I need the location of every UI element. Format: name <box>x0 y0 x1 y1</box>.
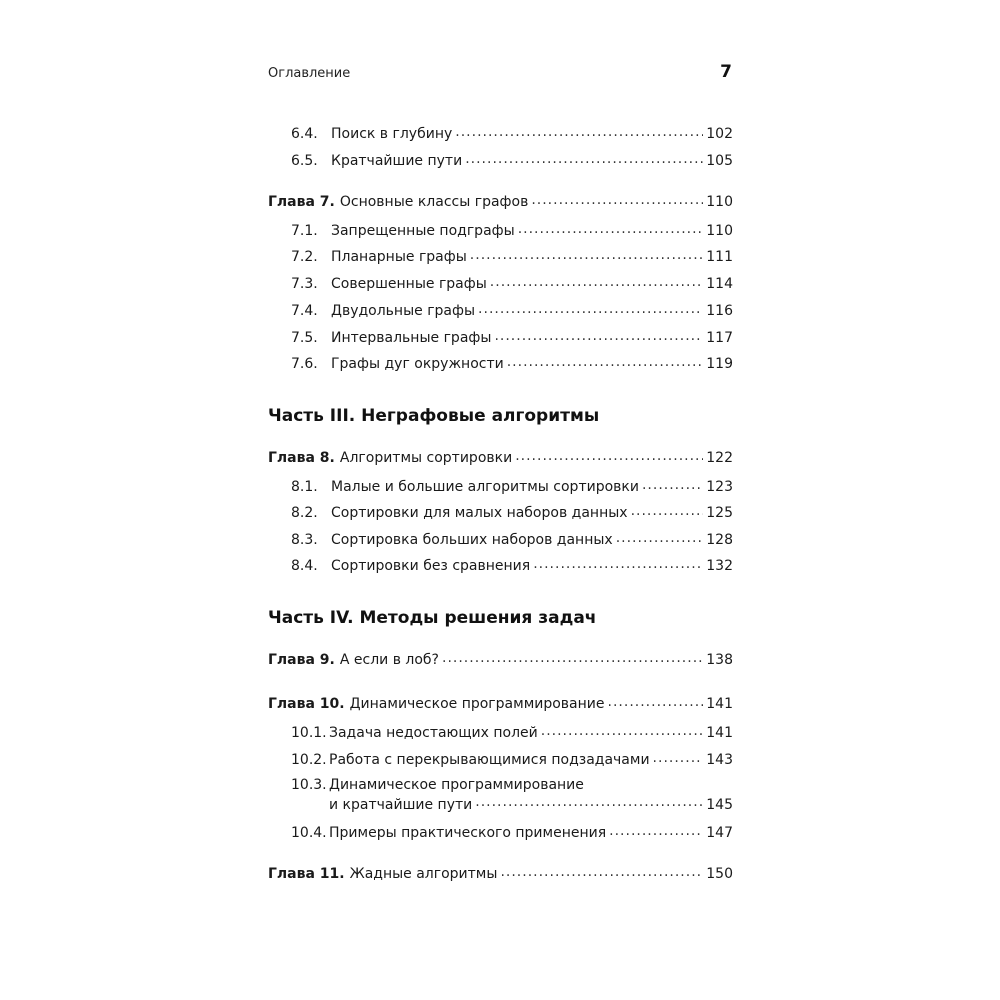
chapter-label: Глава 10. <box>268 696 345 712</box>
section-page: 128 <box>706 532 733 548</box>
dot-leader <box>518 221 704 235</box>
chapter-label: Глава 11. <box>268 866 345 882</box>
section-number: 6.5. <box>291 153 318 169</box>
section-page: 116 <box>706 303 733 319</box>
section-page: 132 <box>706 558 733 574</box>
section-page: 141 <box>706 725 733 741</box>
chapter-title: Жадные алгоритмы <box>349 866 498 882</box>
section-page: 119 <box>706 356 733 372</box>
section-title-line2: и кратчайшие пути <box>329 797 473 813</box>
section-page: 117 <box>706 330 733 346</box>
running-head: Оглавление <box>268 66 351 81</box>
toc-entry-10-1[interactable] <box>291 723 733 742</box>
chapter-page: 138 <box>706 652 733 668</box>
dot-leader <box>608 694 704 708</box>
section-number: 7.5. <box>291 330 318 346</box>
section-number: 8.3. <box>291 532 318 548</box>
chapter-page: 150 <box>706 866 733 882</box>
section-title: Сортировка больших наборов данных <box>331 532 613 548</box>
section-number: 6.4. <box>291 126 318 142</box>
toc-entry-10-3[interactable] <box>291 775 733 815</box>
section-title-line1: Динамическое программирование <box>329 777 584 793</box>
section-page: 147 <box>706 825 733 841</box>
dot-leader <box>616 530 704 544</box>
section-page: 110 <box>706 223 733 239</box>
chapter-title: Алгоритмы сортировки <box>339 450 513 466</box>
chapter-title: Динамическое программирование <box>349 696 605 712</box>
section-title: Интервальные графы <box>331 330 492 346</box>
toc-chapter-9[interactable] <box>268 650 733 669</box>
toc-entry-10-4[interactable] <box>291 823 733 842</box>
section-title: Поиск в глубину <box>331 126 453 142</box>
chapter-page: 110 <box>706 194 733 210</box>
dot-leader <box>442 650 703 664</box>
toc-chapter-8[interactable] <box>268 448 733 467</box>
chapter-label: Глава 9. <box>268 652 335 668</box>
section-number: 8.4. <box>291 558 318 574</box>
dot-leader <box>533 556 703 570</box>
section-title: Сортировки для малых наборов данных <box>331 505 628 521</box>
section-page: 143 <box>706 752 733 768</box>
part-heading-3: Часть III. Неграфовые алгоритмы <box>268 406 600 426</box>
dot-leader <box>531 192 703 206</box>
section-number: 10.4. <box>291 825 327 841</box>
toc-entry-7-3[interactable] <box>291 274 733 293</box>
toc-entry-8-3[interactable] <box>291 530 733 549</box>
dot-leader <box>475 795 703 809</box>
part-heading-4: Часть IV. Методы решения задач <box>268 608 597 628</box>
toc-entry-8-1[interactable] <box>291 477 733 496</box>
dot-leader <box>494 328 703 342</box>
section-number: 7.6. <box>291 356 318 372</box>
section-title: Планарные графы <box>331 249 467 265</box>
section-title: Графы дуг окружности <box>331 356 504 372</box>
toc-entry-7-5[interactable] <box>291 328 733 347</box>
dot-leader <box>470 247 703 261</box>
toc-entry-7-4[interactable] <box>291 301 733 320</box>
chapter-label: Глава 7. <box>268 194 335 210</box>
section-page: 102 <box>706 126 733 142</box>
section-number: 8.1. <box>291 479 318 495</box>
section-title: Примеры практического применения <box>329 825 607 841</box>
chapter-page: 141 <box>706 696 733 712</box>
dot-leader <box>465 151 703 165</box>
chapter-title: А если в лоб? <box>339 652 439 668</box>
dot-leader <box>478 301 703 315</box>
section-title: Двудольные графы <box>331 303 476 319</box>
dot-leader <box>490 274 703 288</box>
section-title: Запрещенные подграфы <box>331 223 515 239</box>
section-page: 145 <box>706 797 733 813</box>
section-number: 10.3. <box>291 777 327 793</box>
section-title: Работа с перекрывающимися подзадачами <box>329 752 650 768</box>
dot-leader <box>631 503 704 517</box>
section-page: 111 <box>706 249 733 265</box>
section-title: Малые и большие алгоритмы сортировки <box>331 479 639 495</box>
section-number: 7.1. <box>291 223 318 239</box>
toc-chapter-10[interactable] <box>268 694 733 713</box>
toc-entry-8-2[interactable] <box>291 503 733 522</box>
chapter-page: 122 <box>706 450 733 466</box>
section-title: Сортировки без сравнения <box>331 558 531 574</box>
chapter-label: Глава 8. <box>268 450 335 466</box>
dot-leader <box>541 723 704 737</box>
section-number: 7.2. <box>291 249 318 265</box>
section-title: Совершенные графы <box>331 276 487 292</box>
section-page: 114 <box>706 276 733 292</box>
section-number: 10.1. <box>291 725 327 741</box>
dot-leader <box>455 124 703 138</box>
toc-entry-7-6[interactable] <box>291 354 733 373</box>
dot-leader <box>515 448 703 462</box>
toc-entry-7-2[interactable] <box>291 247 733 266</box>
section-number: 7.3. <box>291 276 318 292</box>
section-page: 123 <box>706 479 733 495</box>
section-number: 10.2. <box>291 752 327 768</box>
toc-entry-10-2[interactable] <box>291 750 733 769</box>
toc-chapter-11[interactable] <box>268 864 733 883</box>
section-page: 125 <box>706 505 733 521</box>
dot-leader <box>642 477 703 491</box>
page-number: 7 <box>720 62 732 82</box>
toc-entry-6-4[interactable] <box>291 124 733 143</box>
dot-leader <box>500 864 703 878</box>
toc-chapter-7[interactable] <box>268 192 733 211</box>
toc-entry-6-5[interactable] <box>291 151 733 170</box>
toc-entry-7-1[interactable] <box>291 221 733 240</box>
section-page: 105 <box>706 153 733 169</box>
section-number: 7.4. <box>291 303 318 319</box>
dot-leader <box>609 823 703 837</box>
section-title: Задача недостающих полей <box>329 725 538 741</box>
section-title: Кратчайшие пути <box>331 153 463 169</box>
toc-entry-8-4[interactable] <box>291 556 733 575</box>
chapter-title: Основные классы графов <box>339 194 529 210</box>
section-number: 8.2. <box>291 505 318 521</box>
dot-leader <box>507 354 704 368</box>
dot-leader <box>653 750 704 764</box>
